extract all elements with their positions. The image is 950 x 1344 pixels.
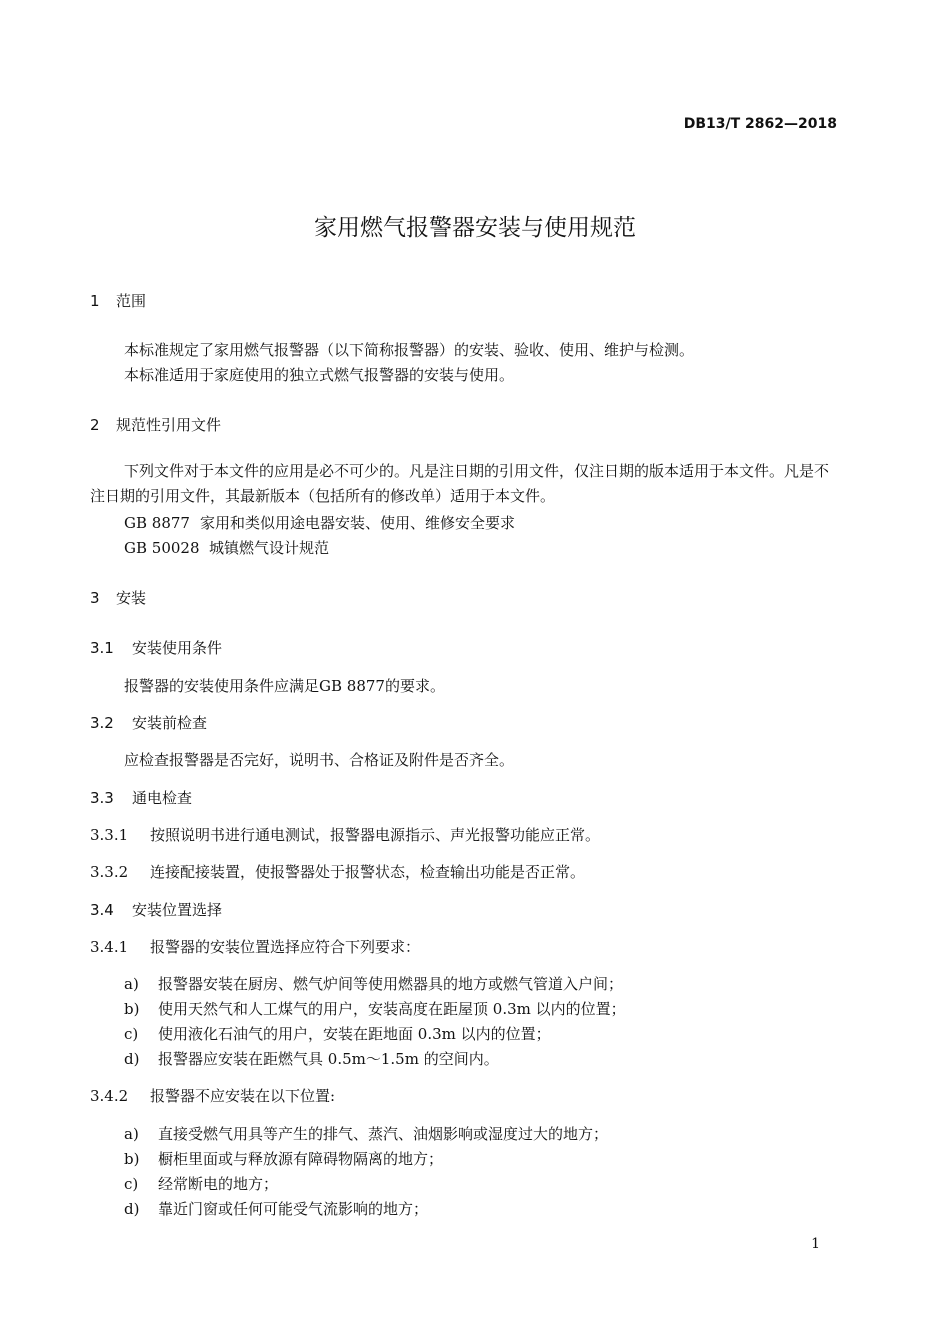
section-1-heading — [90, 290, 146, 311]
subsection-3-3-heading — [90, 787, 192, 808]
list-item — [124, 973, 623, 994]
list-text: 靠近门窗或任何可能受气流影响的地方； — [158, 1200, 429, 1218]
section-number: 3 — [90, 589, 100, 607]
list-marker: c) — [124, 1025, 139, 1043]
list-text: 报警器应安装在距燃气具 0.5m～1.5m 的空间内。 — [158, 1050, 499, 1068]
section-3-heading — [90, 587, 146, 608]
document-title: 家用燃气报警器安装与使用规范 — [314, 215, 636, 241]
reference-item — [124, 512, 515, 533]
list-marker: a) — [124, 1125, 139, 1143]
list-text: 使用天然气和人工煤气的用户，安装高度在距屋顶 0.3m 以内的位置； — [158, 1000, 626, 1018]
list-item — [124, 1173, 278, 1194]
list-marker: c) — [124, 1175, 139, 1193]
subsection-title: 安装前检查 — [132, 714, 208, 732]
paragraph: 下列文件对于本文件的应用是必不可少的。凡是注日期的引用文件，仅注日期的版本适用于本文件。凡是不注日期的引用文件，其最新版本（包括所有的修改单）适用于本文件。 — [90, 462, 830, 505]
paragraph: 本标准适用于家庭使用的独立式燃气报警器的安装与使用。 — [124, 366, 515, 384]
clause-number: 3.3.1 — [90, 826, 129, 844]
subsection-3-1-heading — [90, 637, 222, 658]
section-number: 1 — [90, 292, 100, 310]
paragraph: 本标准规定了家用燃气报警器（以下简称报警器）的安装、验收、使用、维护与检测。 — [124, 341, 695, 359]
section-2-heading — [90, 414, 221, 435]
subsection-3-4-heading — [90, 899, 222, 920]
subsection-number: 3.2 — [90, 714, 114, 732]
section-number: 2 — [90, 416, 100, 434]
clause-number: 3.4.1 — [90, 938, 129, 956]
page-number: 1 — [811, 1236, 820, 1252]
list-item — [124, 998, 626, 1019]
clause-text: 报警器的安装位置选择应符合下列要求： — [150, 938, 421, 956]
list-item — [124, 1123, 608, 1144]
reference-item — [124, 537, 329, 558]
reference-name: 家用和类似用途电器安装、使用、维修安全要求 — [200, 514, 516, 532]
list-item — [124, 1198, 428, 1219]
paragraph: 报警器的安装使用条件应满足GB 8877的要求。 — [124, 677, 445, 695]
subsection-title: 安装位置选择 — [132, 901, 223, 919]
reference-name: 城镇燃气设计规范 — [209, 539, 330, 557]
section-title: 规范性引用文件 — [116, 416, 222, 434]
reference-code: GB 8877 — [124, 514, 190, 532]
clause-3-4-2 — [90, 1085, 335, 1106]
subsection-3-2-heading — [90, 712, 207, 733]
list-marker: d) — [124, 1200, 140, 1218]
subsection-title: 通电检查 — [132, 789, 193, 807]
subsection-number: 3.3 — [90, 789, 114, 807]
clause-text: 连接配接装置，使报警器处于报警状态，检查输出功能是否正常。 — [150, 863, 586, 881]
standard-code: DB13/T 2862—2018 — [683, 116, 837, 132]
subsection-number: 3.1 — [90, 639, 114, 657]
list-text: 报警器安装在厨房、燃气炉间等使用燃器具的地方或燃气管道入户间； — [158, 975, 624, 993]
list-item — [124, 1023, 551, 1044]
clause-number: 3.4.2 — [90, 1087, 129, 1105]
clause-number: 3.3.2 — [90, 863, 129, 881]
list-item — [124, 1148, 443, 1169]
list-text: 直接受燃气用具等产生的排气、蒸汽、油烟影响或湿度过大的地方； — [158, 1125, 609, 1143]
list-item — [124, 1048, 499, 1069]
clause-text: 报警器不应安装在以下位置: — [150, 1087, 336, 1105]
section-title: 安装 — [116, 589, 147, 607]
clause-text: 按照说明书进行通电测试，报警器电源指示、声光报警功能应正常。 — [150, 826, 601, 844]
list-marker: a) — [124, 975, 139, 993]
clause-3-4-1 — [90, 936, 420, 957]
clause-3-3-1 — [90, 824, 600, 845]
reference-code: GB 50028 — [124, 539, 200, 557]
list-text: 经常断电的地方； — [158, 1175, 279, 1193]
section-title: 范围 — [116, 292, 147, 310]
list-text: 使用液化石油气的用户，安装在距地面 0.3m 以内的位置； — [158, 1025, 551, 1043]
list-marker: d) — [124, 1050, 140, 1068]
paragraph: 应检查报警器是否完好，说明书、合格证及附件是否齐全。 — [124, 751, 515, 769]
list-marker: b) — [124, 1000, 140, 1018]
list-text: 橱柜里面或与释放源有障碍物隔离的地方； — [158, 1150, 444, 1168]
subsection-title: 安装使用条件 — [132, 639, 223, 657]
list-marker: b) — [124, 1150, 140, 1168]
clause-3-3-2 — [90, 861, 585, 882]
subsection-number: 3.4 — [90, 901, 114, 919]
